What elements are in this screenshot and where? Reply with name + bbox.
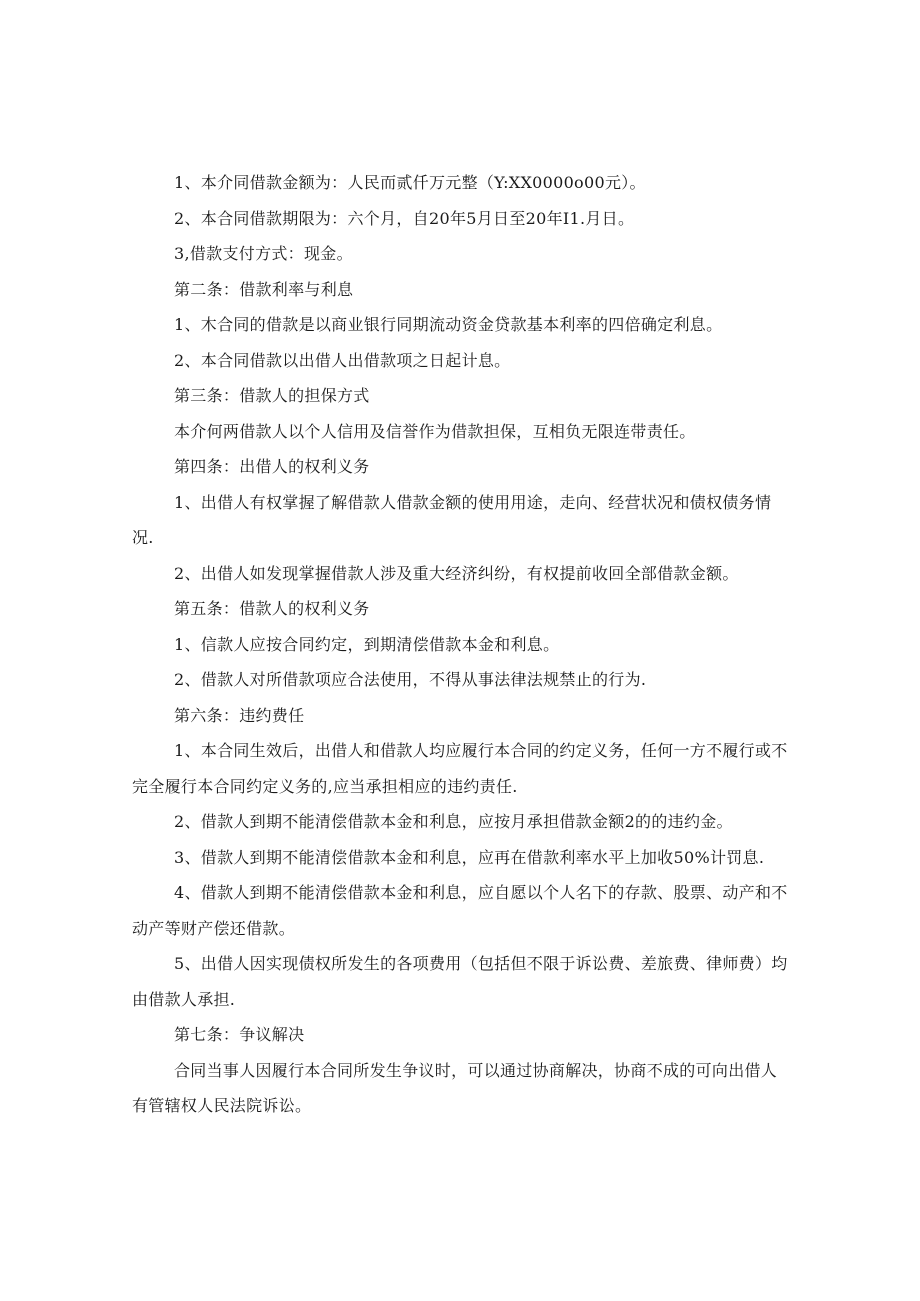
section-heading-article-6: 第六条：违约费任 bbox=[174, 705, 305, 725]
section-heading-article-2: 第二条：借款利率与利息 bbox=[174, 279, 354, 299]
section-heading-article-3: 第三条：借款人的担保方式 bbox=[174, 386, 370, 405]
paragraph-breach-3: 3、借款人到期不能清偿借款本金和利息，应再在借款利率水平上加收50%计罚息. bbox=[174, 847, 765, 867]
paragraph-breach-1: 1、本合同生效后，出借人和借款人均应履行本合同的约定义务，任何一方不履行或不完全履行本合同约定义务的,应当承担相应的违约责任. bbox=[132, 741, 788, 796]
paragraph-guarantee: 本介何两借款人以个人信用及信誉作为借款担保，互相负无限连带责任。 bbox=[174, 421, 696, 441]
paragraph-breach-2: 2、借款人到期不能清偿借款本金和利息，应按月承担借款金额2的的违约金。 bbox=[174, 812, 733, 831]
paragraph-borrower-duty-1: 1、信款人应按合同约定，到期清偿借款本金和利息。 bbox=[174, 634, 560, 654]
paragraph-borrower-duty-2: 2、借款人对所借款项应合法使用，不得从事法律法规禁止的行为. bbox=[174, 670, 647, 689]
paragraph-loan-term: 2、本合同借款期限为：六个月，自20年5月日至20年I1.月日。 bbox=[174, 208, 635, 228]
contract-body bbox=[132, 165, 792, 1124]
paragraph-breach-4: 4、借款人到期不能清偿借款本金和利息，应自愿以个人名下的存款、股票、动产和不动产等财产偿还借款。 bbox=[132, 883, 788, 938]
paragraph-lender-right-2: 2、出借人如发现掌握借款人涉及重大经济纠纷，有权提前收回全部借款金额。 bbox=[174, 563, 739, 583]
paragraph-dispute-resolution: 合同当事人因履行本合同所发生争议时，可以通过协商解决，协商不成的可向出借人有管辖权人民法院诉讼。 bbox=[132, 1060, 778, 1115]
section-heading-article-7: 第七条：争议解决 bbox=[174, 1025, 305, 1044]
section-heading-article-4: 第四条：出借人的权利义务 bbox=[174, 457, 370, 476]
paragraph-lender-right-1: 1、出借人有权掌握了解借款人借款金额的使用用途，走向、经营状况和债权债务情况. bbox=[132, 492, 772, 547]
paragraph-loan-amount: 1、本介同借款金额为：人民而贰仟万元整（Y:XX0000o00元）。 bbox=[174, 173, 646, 192]
paragraph-interest-rate: 1、木合同的借款是以商业银行同期流动资金贷款基本利率的四倍确定利息。 bbox=[174, 315, 723, 334]
paragraph-payment-method: 3,借款支付方式：现金。 bbox=[174, 244, 353, 263]
section-heading-article-5: 第五条：借款人的权利义务 bbox=[174, 599, 370, 618]
paragraph-interest-start: 2、本合同借款以出借人出借款项之日起计息。 bbox=[174, 350, 511, 370]
paragraph-breach-5: 5、出借人因实现债权所发生的各项费用（包括但不限于诉讼费、差旅费、律师费）均由借款人承担. bbox=[132, 954, 788, 1009]
